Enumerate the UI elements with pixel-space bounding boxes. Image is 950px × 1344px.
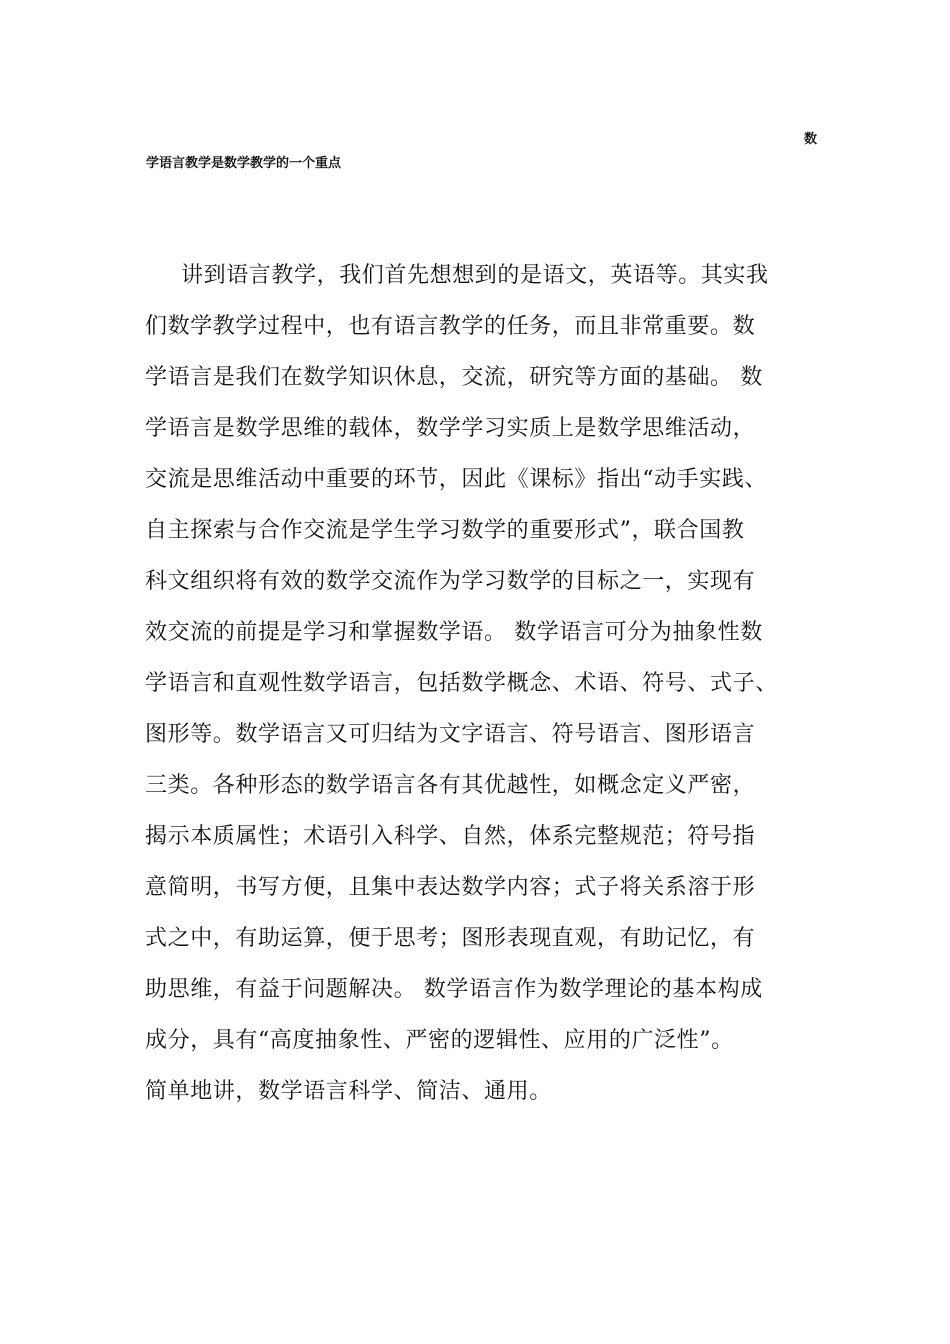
body-line: 学语言是数学思维的载体，数学学习实质上是数学思维活动， <box>145 416 756 441</box>
body-line: 简单地讲，数学语言科学、简洁、通用。 <box>145 1079 552 1104</box>
body-line: 科文组织将有效的数学交流作为学习数学的目标之一，实现有 <box>145 569 756 594</box>
body-line: 三类。各种形态的数学语言各有其优越性，如概念定义严密， <box>145 773 756 798</box>
body-line: 助思维，有益于问题解决。 数学语言作为数学理论的基本构成 <box>145 977 763 1002</box>
body-line: 学语言是我们在数学知识休息，交流，研究等方面的基础。 数 <box>145 365 763 390</box>
body-line: 意简明，书写方便，且集中表达数学内容；式子将关系溶于形 <box>145 875 756 900</box>
body-line: 成分，具有“高度抽象性、严密的逻辑性、应用的广泛性”。 <box>145 1028 734 1053</box>
body-line: 图形等。数学语言又可归结为文字语言、符号语言、图形语言 <box>145 722 756 747</box>
body-line: 交流是思维活动中重要的环节，因此《课标》指出“动手实践、 <box>145 467 768 492</box>
body-paragraph <box>145 254 825 1121</box>
body-line: 效交流的前提是学习和掌握数学语。 数学语言可分为抽象性数 <box>145 620 763 645</box>
body-line: 自主探索与合作交流是学生学习数学的重要形式”，联合国教 <box>145 518 745 543</box>
document-title-part2: 学语言教学是数学教学的一个重点 <box>146 156 342 171</box>
document-title-part1: 数 <box>804 132 818 147</box>
body-line: 学语言和直观性数学语言，包括数学概念、术语、符号、式子、 <box>145 671 778 696</box>
body-line: 们数学教学过程中，也有语言教学的任务，而且非常重要。数 <box>145 314 756 339</box>
body-line: 揭示本质属性；术语引入科学、自然，体系完整规范；符号指 <box>145 824 756 849</box>
body-line: 讲到语言教学，我们首先想想到的是语文，英语等。其实我 <box>181 263 769 288</box>
body-line: 式之中，有助运算，便于思考；图形表现直观，有助记忆，有 <box>145 926 756 951</box>
